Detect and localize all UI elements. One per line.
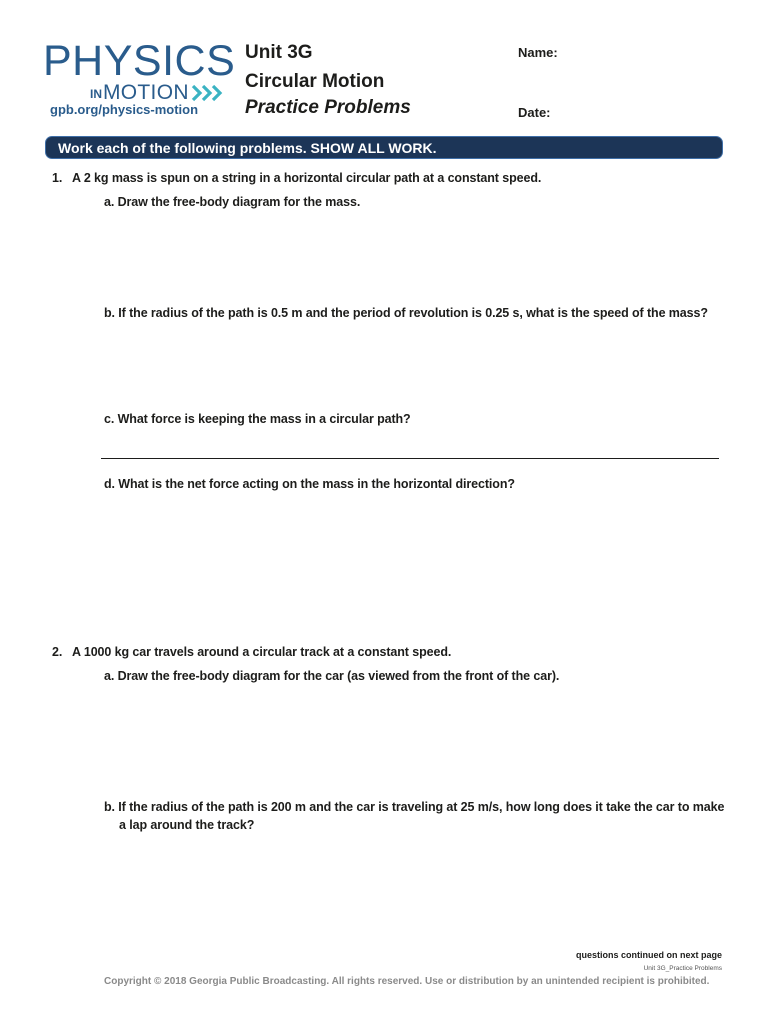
instructions-text: Work each of the following problems. SHOW ALL WORK.: [58, 139, 437, 156]
question-1-number: 1.: [52, 171, 63, 185]
question-1d: d. What is the net force acting on the mass in the horizontal direction?: [104, 477, 515, 491]
logo-physics-text: PHYSICS: [43, 37, 236, 85]
question-2b: b. If the radius of the path is 200 m and the car is traveling at 25 m/s, how long does it take the car to make: [104, 800, 725, 814]
topic-title: Circular Motion: [245, 71, 385, 92]
logo-motion-text: MOTION: [103, 81, 189, 104]
logo-in-text: IN: [90, 87, 102, 101]
question-2b-continued: a lap around the track?: [119, 818, 255, 832]
question-1b: b. If the radius of the path is 0.5 m and the period of revolution is 0.25 s, what is the speed of the mass?: [104, 306, 708, 320]
question-2-number: 2.: [52, 645, 63, 659]
name-label: Name:: [518, 45, 558, 60]
worksheet-subtitle: Practice Problems: [245, 97, 411, 118]
question-1-text: A 2 kg mass is spun on a string in a horizontal circular path at a constant speed.: [72, 171, 542, 185]
date-label: Date:: [518, 105, 551, 120]
unit-title: Unit 3G: [245, 42, 313, 63]
logo-chevrons-icon: [191, 84, 225, 102]
answer-line: [101, 458, 719, 459]
logo-inmotion: [90, 78, 225, 104]
question-2-text: A 1000 kg car travels around a circular track at a constant speed.: [72, 645, 452, 659]
document-id: Unit 3G_Practice Problems: [643, 965, 722, 972]
question-1a: a. Draw the free-body diagram for the mass.: [104, 195, 361, 209]
question-1c: c. What force is keeping the mass in a circular path?: [104, 412, 411, 426]
question-2a: a. Draw the free-body diagram for the car (as viewed from the front of the car).: [104, 669, 560, 683]
instructions-banner: [45, 136, 723, 159]
copyright-notice: Copyright © 2018 Georgia Public Broadcasting. All rights reserved. Use or distribution by an unintended recipient is prohibited.: [104, 976, 710, 987]
continued-note: questions continued on next page: [575, 950, 722, 960]
logo-url: gpb.org/physics-motion: [50, 102, 199, 117]
